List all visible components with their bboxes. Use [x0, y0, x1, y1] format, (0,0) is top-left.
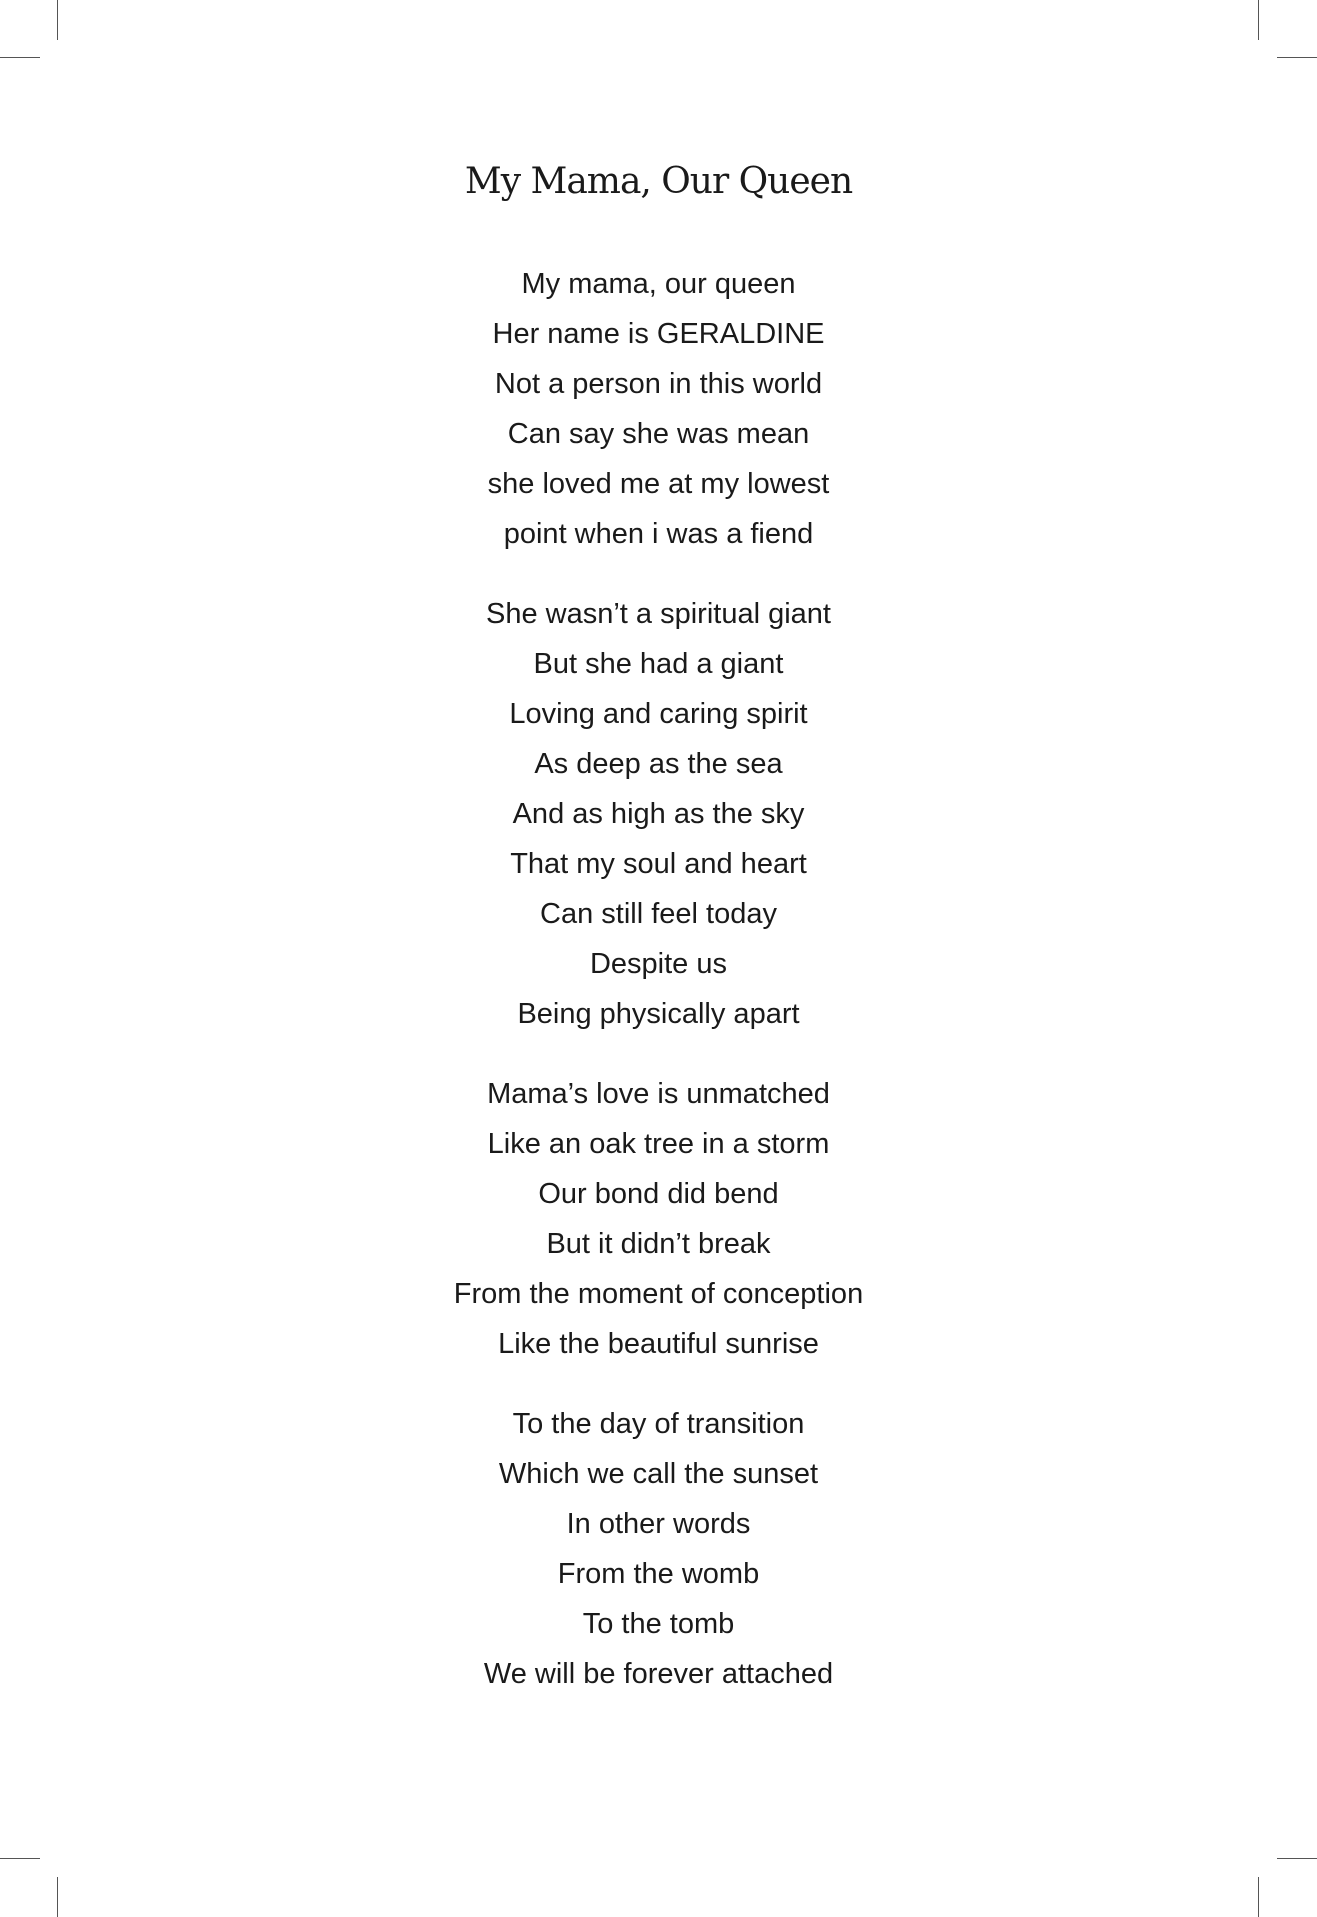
- poem-line: We will be forever attached: [483, 1658, 834, 1690]
- poem-title: My Mama, Our Queen: [464, 161, 853, 202]
- crop-mark-top-left-horizontal: [0, 57, 40, 58]
- poem-line: Her name is GERALDINE: [492, 318, 825, 350]
- poem-line: Our bond did bend: [538, 1178, 779, 1210]
- crop-mark-bottom-left-vertical: [57, 1877, 58, 1917]
- poem-line: As deep as the sea: [534, 748, 783, 780]
- poem-line: Like the beautiful sunrise: [498, 1328, 819, 1360]
- stanza-3: [0, 1069, 1317, 1369]
- stanza-1: [0, 259, 1317, 559]
- stanza-2: [0, 589, 1317, 1039]
- poem-line: Like an oak tree in a storm: [487, 1128, 830, 1160]
- poem-line: Can say she was mean: [507, 418, 810, 450]
- poem-line: point when i was a fiend: [503, 518, 814, 550]
- poem-line: To the tomb: [582, 1608, 735, 1640]
- crop-mark-bottom-left-horizontal: [0, 1858, 40, 1859]
- poem-line: Not a person in this world: [494, 368, 823, 400]
- poem-line: That my soul and heart: [510, 848, 807, 880]
- poem-line: My mama, our queen: [521, 268, 796, 300]
- crop-mark-top-left-vertical: [57, 0, 58, 40]
- poem-line: To the day of transition: [512, 1408, 805, 1440]
- crop-mark-top-right-vertical: [1258, 0, 1259, 40]
- poem-line: she loved me at my lowest: [487, 468, 830, 500]
- poem-line: But it didn’t break: [546, 1228, 771, 1260]
- poem-line: Which we call the sunset: [498, 1458, 819, 1490]
- poem-line: She wasn’t a spiritual giant: [486, 598, 831, 630]
- poem-body: [0, 259, 1317, 1729]
- poem-line: From the moment of conception: [453, 1278, 864, 1310]
- stanza-4: [0, 1399, 1317, 1699]
- poem-line: Despite us: [589, 948, 727, 980]
- poem-line: Being physically apart: [517, 998, 800, 1030]
- poem-line: In other words: [566, 1508, 751, 1540]
- crop-mark-top-right-horizontal: [1277, 57, 1317, 58]
- poem-line: Mama’s love is unmatched: [487, 1078, 830, 1110]
- poem-line: But she had a giant: [533, 648, 784, 680]
- poem-line: Can still feel today: [540, 898, 777, 930]
- poem-line: Loving and caring spirit: [509, 698, 808, 730]
- crop-mark-bottom-right-horizontal: [1277, 1858, 1317, 1859]
- poem-line: And as high as the sky: [512, 798, 805, 830]
- poem-line: From the womb: [557, 1558, 760, 1590]
- crop-mark-bottom-right-vertical: [1258, 1877, 1259, 1917]
